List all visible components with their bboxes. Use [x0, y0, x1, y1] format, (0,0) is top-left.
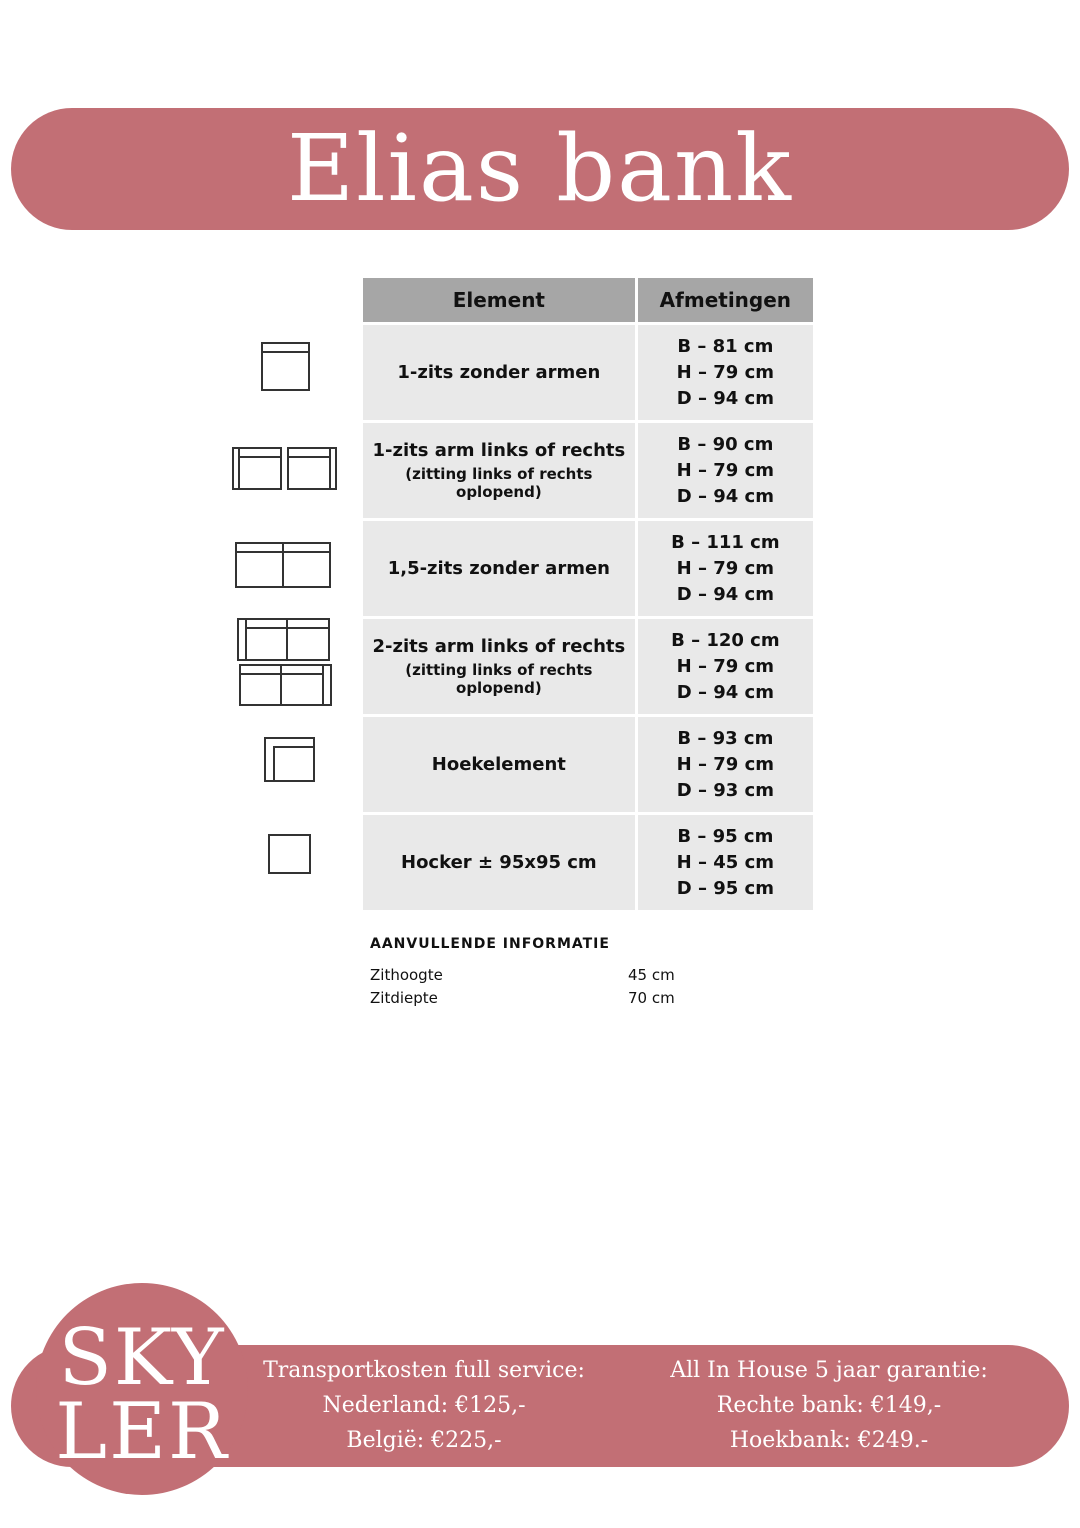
info-label: Zitdiepte [370, 989, 438, 1007]
info-label: Zithoogte [370, 966, 443, 984]
info-value: 45 cm [628, 966, 675, 984]
one-and-half-seat-icon [225, 540, 345, 590]
header-element: Element [363, 278, 635, 322]
transport-nl: Nederland: €125,- [322, 1393, 526, 1418]
element-dimensions: B – 90 cm H – 79 cm D – 94 cm [638, 423, 813, 518]
warranty-info [629, 1353, 1029, 1458]
header-afmetingen: Afmetingen [638, 278, 813, 322]
element-dimensions: B – 95 cm H – 45 cm D – 95 cm [638, 815, 813, 910]
element-dimensions: B – 93 cm H – 79 cm D – 93 cm [638, 717, 813, 812]
transport-be: België: €225,- [346, 1428, 502, 1453]
element-name: 1-zits arm links of rechts (zitting links of rechts oplopend) [363, 423, 635, 518]
table-row [363, 619, 813, 714]
element-name: Hoekelement [363, 717, 635, 812]
table-row [363, 815, 813, 910]
dimensions-table [360, 275, 816, 913]
hocker-icon [225, 831, 345, 881]
element-name: Hocker ± 95x95 cm [363, 815, 635, 910]
info-value: 70 cm [628, 989, 675, 1007]
info-row [370, 964, 790, 987]
single-seat-no-arms-icon [225, 340, 345, 400]
two-seat-arm-icon [225, 615, 345, 710]
transport-title: Transportkosten full service: [263, 1358, 585, 1383]
element-dimensions: B – 81 cm H – 79 cm D – 94 cm [638, 325, 813, 420]
element-name: 1,5-zits zonder armen [363, 521, 635, 616]
transport-costs [224, 1353, 624, 1458]
table-row [363, 521, 813, 616]
table-header-row [363, 278, 813, 322]
info-row [370, 987, 790, 1010]
additional-info-title: AANVULLENDE INFORMATIE [370, 936, 610, 952]
table-row [363, 325, 813, 420]
table-row [363, 423, 813, 518]
logo-text-bottom: LER [55, 1387, 229, 1477]
page-title: Elias bank [286, 115, 794, 222]
corner-element-icon [225, 733, 345, 788]
table-row [363, 717, 813, 812]
warranty-title: All In House 5 jaar garantie: [670, 1358, 988, 1383]
element-name: 2-zits arm links of rechts (zitting links of rechts oplopend) [363, 619, 635, 714]
element-name: 1-zits zonder armen [363, 325, 635, 420]
warranty-corner: Hoekbank: €249.- [729, 1428, 929, 1453]
logo-text-top: SKY [58, 1313, 226, 1403]
additional-info [370, 936, 790, 1010]
warranty-straight: Rechte bank: €149,- [716, 1393, 942, 1418]
single-seat-arm-icon [225, 445, 345, 495]
element-dimensions: B – 120 cm H – 79 cm D – 94 cm [638, 619, 813, 714]
element-dimensions: B – 111 cm H – 79 cm D – 94 cm [638, 521, 813, 616]
